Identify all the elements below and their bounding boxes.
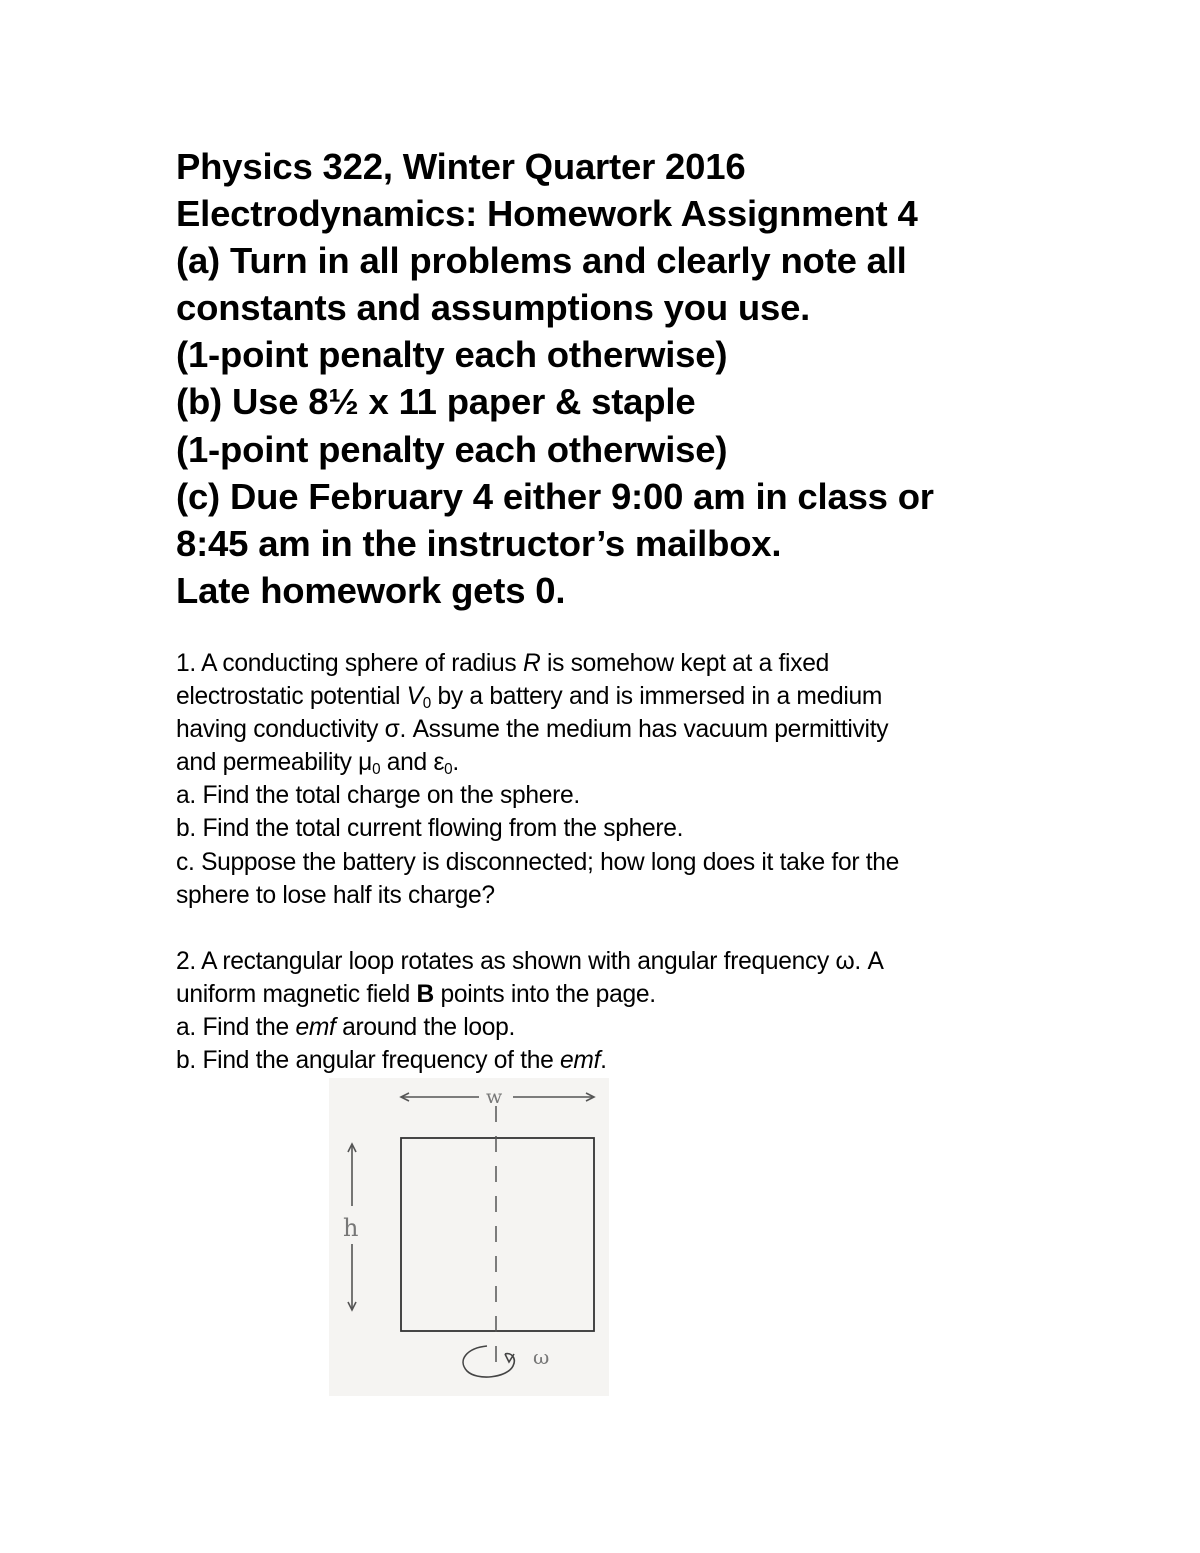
assignment-title: Electrodynamics: Homework Assignment 4 — [176, 193, 918, 235]
height-label: h — [343, 1214, 359, 1242]
instruction-a-line2: constants and assumptions you use. — [176, 287, 811, 329]
width-label: w — [486, 1086, 503, 1108]
rotation-arrow-icon — [463, 1346, 514, 1377]
assignment-header — [176, 143, 1136, 614]
instruction-c-line1: (c) Due February 4 either 9:00 am in class or — [176, 475, 934, 517]
problem-1-line-1: 1. A conducting sphere of radius R is somehow kept at a fixed — [176, 650, 829, 677]
field-symbol: B — [416, 980, 434, 1008]
problem-1 — [176, 647, 1136, 912]
late-policy: Late homework gets 0. — [176, 569, 566, 611]
problem-list — [176, 647, 1136, 1077]
rectangular-loop — [401, 1138, 594, 1331]
problem-1-line-2: electrostatic potential $V_0$ by a battery and is immersed in a medium — [176, 683, 883, 713]
problem-2-line-2: uniform magnetic field B points into the page. — [176, 980, 656, 1008]
problem-1-part-c-line-2: sphere to lose half its charge? — [176, 881, 495, 909]
loop-diagram-svg — [329, 1078, 609, 1396]
omega-label: ω — [533, 1345, 550, 1369]
loop-diagram — [329, 1078, 609, 1396]
problem-2-line-1: 2. A rectangular loop rotates as shown with angular frequency ω. A — [176, 947, 884, 975]
problem-1-line-4: and permeability $\mu_0$ and $\varepsilon_0$. — [176, 749, 459, 779]
problem-1-part-b: b. Find the total current flowing from the sphere. — [176, 815, 684, 843]
problem-spacer — [176, 912, 1136, 945]
problem-2 — [176, 945, 1136, 1077]
problem-1-line-3: having conductivity σ. Assume the medium has vacuum permittivity — [176, 716, 889, 744]
instruction-a-penalty: (1-point penalty each otherwise) — [176, 334, 728, 376]
course-title: Physics 322, Winter Quarter 2016 — [176, 146, 746, 187]
radius-symbol: R — [522, 650, 541, 677]
instruction-c-line2: 8:45 am in the instructor’s mailbox. — [176, 522, 782, 564]
instruction-b: (b) Use 8½ x 11 paper & staple — [176, 381, 696, 423]
problem-1-part-c-line-1: c. Suppose the battery is disconnected; how long does it take for the — [176, 848, 900, 876]
problem-2-part-b: b. Find the angular frequency of the emf. — [176, 1047, 607, 1075]
instruction-a-line1: (a) Turn in all problems and clearly note all — [176, 240, 907, 282]
problem-1-part-a: a. Find the total charge on the sphere. — [176, 782, 580, 810]
instruction-b-penalty: (1-point penalty each otherwise) — [176, 428, 728, 470]
potential-symbol: V — [406, 683, 423, 711]
problem-2-part-a: a. Find the emf around the loop. — [176, 1013, 516, 1041]
